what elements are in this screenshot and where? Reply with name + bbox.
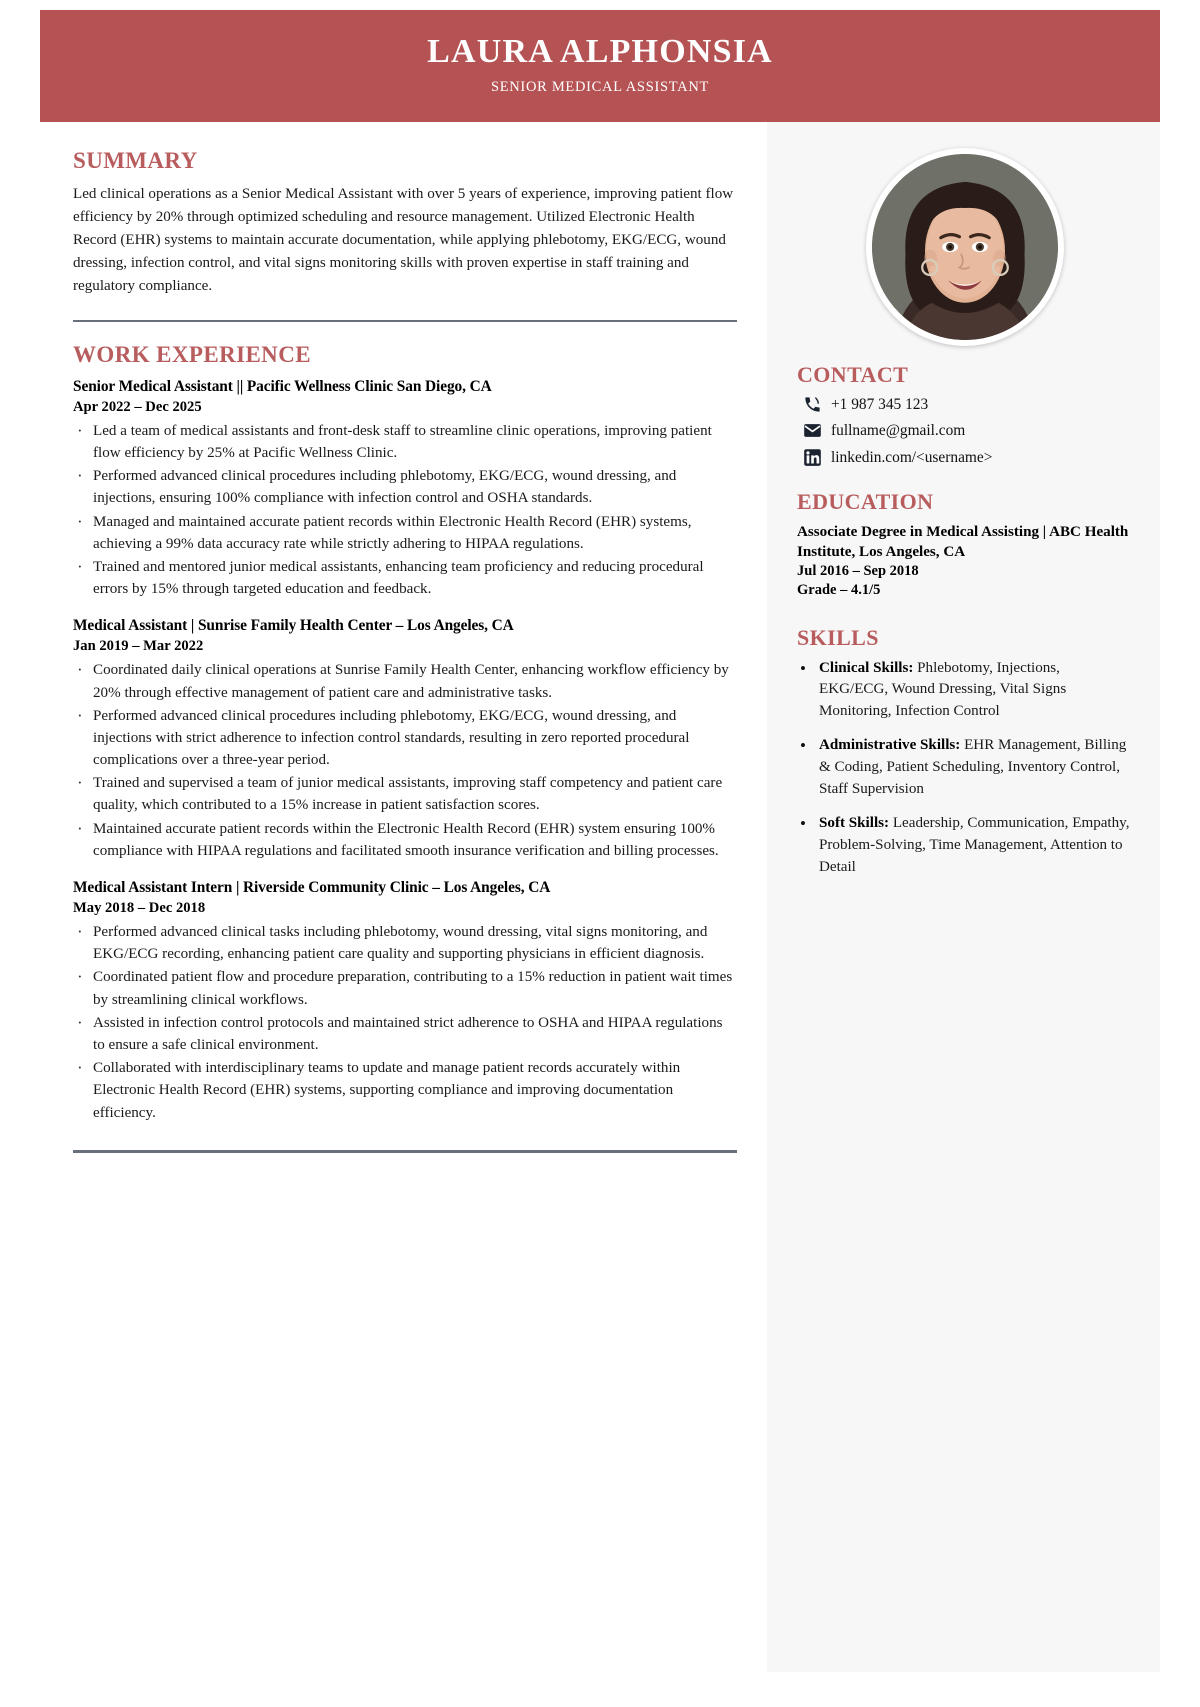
contact-list [797,395,1132,467]
skill-item [797,813,1132,879]
education-section [797,489,1132,601]
page-title: LAURA ALPHONSIA [427,33,773,70]
skill-label: Soft Skills: [819,814,890,831]
summary-heading: SUMMARY [73,148,198,174]
education-grade: Grade – 4.1/5 [797,582,881,599]
contact-item[interactable] [797,395,1132,414]
skills-heading: SKILLS [797,624,879,650]
work-experience-heading: WORK EXPERIENCE [73,341,311,367]
contact-heading: CONTACT [797,362,909,388]
job-title: Senior Medical Assistant || Pacific Wellness Clinic San Diego, CA [73,377,492,395]
job-title: Medical Assistant Intern | Riverside Community Clinic – Los Angeles, CA [73,879,551,896]
contact-item[interactable] [797,421,1132,440]
job-bullet: · Trained and supervised a team of junior medical assistants, improving staff competency and patient care quality, which contributed to a 15% increase in patient satisfaction scores. [73,772,737,816]
contact-value: linkedin.com/<username> [831,448,993,466]
job-bullet: · Trained and mentored junior medical assistants, enhancing team proficiency and reducing procedural errors by 15% through targeted education and feedback. [73,556,737,600]
avatar-wrapper [797,122,1132,362]
job-list [73,377,737,1124]
job-entry [73,616,737,862]
avatar-portrait-icon [872,154,1058,340]
job-dates: May 2018 – Dec 2018 [73,900,206,917]
job-bullet: · Led a team of medical assistants and front-desk staff to streamline clinic operations, improving patient flow efficiency by 25% at Pacific Wellness Clinic. [73,420,737,464]
job-bullet: · Performed advanced clinical procedures including phlebotomy, EKG/ECG, wound dressing, and injections, ensuring 100% compliance with infection control and OSHA standards. [73,465,737,509]
contact-section [797,362,1132,467]
resume-page [40,10,1160,1707]
header-subtitle: SENIOR MEDICAL ASSISTANT [490,79,710,96]
job-bullet: · Performed advanced clinical procedures including phlebotomy, EKG/ECG, wound dressing, and injections with strict adherence to infection control standards, resulting in zero reported procedural complications over a three-year period. [73,705,737,772]
job-bullet: · Performed advanced clinical tasks including phlebotomy, wound dressing, vital signs monitoring, and EKG/ECG recording, enhancing patient care quality and supporting physicians in efficient diagnosis. [73,921,737,965]
job-entry [73,377,737,601]
skill-item [797,658,1132,724]
education-dates: Jul 2016 – Sep 2018 [797,562,919,579]
contact-value: +1 987 345 123 [831,396,929,414]
job-bullet-list [73,420,737,601]
contact-value: fullname@gmail.com [831,422,966,440]
email-icon [803,421,822,440]
skill-item [797,735,1132,801]
summary-section [73,148,737,298]
contact-item[interactable] [797,448,1132,467]
skills-list [797,658,1132,879]
education-heading: EDUCATION [797,488,934,514]
job-bullet-list [73,921,737,1124]
education-degree: Associate Degree in Medical Assisting | ABC Health Institute, Los Angeles, CA [797,523,1129,560]
job-dates: Jan 2019 – Mar 2022 [73,638,204,655]
job-entry [73,878,737,1124]
work-experience-section [73,342,737,1124]
job-bullet: · Coordinated patient flow and procedure preparation, contributing to a 15% reduction in patient wait times by streamlining clinical workflows. [73,966,737,1010]
job-bullet: · Coordinated daily clinical operations at Sunrise Family Health Center, enhancing workflow efficiency by 20% through effective management of patient care and administrative tasks. [73,659,737,703]
resume-body [40,122,1160,1672]
skill-label: Administrative Skills: [819,737,961,754]
job-dates: Apr 2022 – Dec 2025 [73,398,202,415]
bottom-divider [73,1150,737,1153]
job-title: Medical Assistant | Sunrise Family Health Center – Los Angeles, CA [73,617,514,635]
job-bullet: · Assisted in infection control protocols and maintained strict adherence to OSHA and HIPAA regulations to ensure a safe clinical environment. [73,1012,737,1056]
section-divider [73,320,737,322]
job-bullet: · Managed and maintained accurate patient records within Electronic Health Record (EHR) systems, achieving a 99% data accuracy rate while strictly adhering to HIPAA regulations. [73,511,737,555]
sidebar-column [767,122,1160,1672]
resume-header [40,10,1160,122]
phone-icon [803,395,822,414]
job-bullet-list [73,659,737,862]
skill-value: Leadership, Communication, Empathy, Problem-Solving, Time Management, Attention to Detail [819,814,1130,875]
job-bullet: · Collaborated with interdisciplinary teams to update and manage patient records accurately within Electronic Health Record (EHR) systems, supporting compliance and improving documentation efficiency. [73,1057,737,1124]
skill-value: EHR Management, Billing & Coding, Patient Scheduling, Inventory Control, Staff Supervision [819,737,1127,797]
linkedin-icon [803,448,822,467]
skills-section [797,625,1132,879]
main-column [40,122,767,1672]
skill-label: Clinical Skills: [819,659,914,676]
summary-text: Led clinical operations as a Senior Medical Assistant with over 5 years of experience, improving patient flow efficiency by 20% through optimized scheduling and resource management. Utilized Electronic Health Record (EHR) systems to maintain accurate documentation, while applying phlebotomy, EKG/ECG, wound dressing, infection control, and vital signs monitoring skills with proven expertise in staff training and regulatory compliance. [73,186,734,294]
avatar [866,148,1064,346]
skill-value: Phlebotomy, Injections, EKG/ECG, Wound Dressing, Vital Signs Monitoring, Infection Control [819,659,1067,720]
job-bullet: · Maintained accurate patient records within the Electronic Health Record (EHR) system ensuring 100% compliance with HIPAA regulations and facilitated smooth insurance verification and billing processes. [73,818,737,862]
